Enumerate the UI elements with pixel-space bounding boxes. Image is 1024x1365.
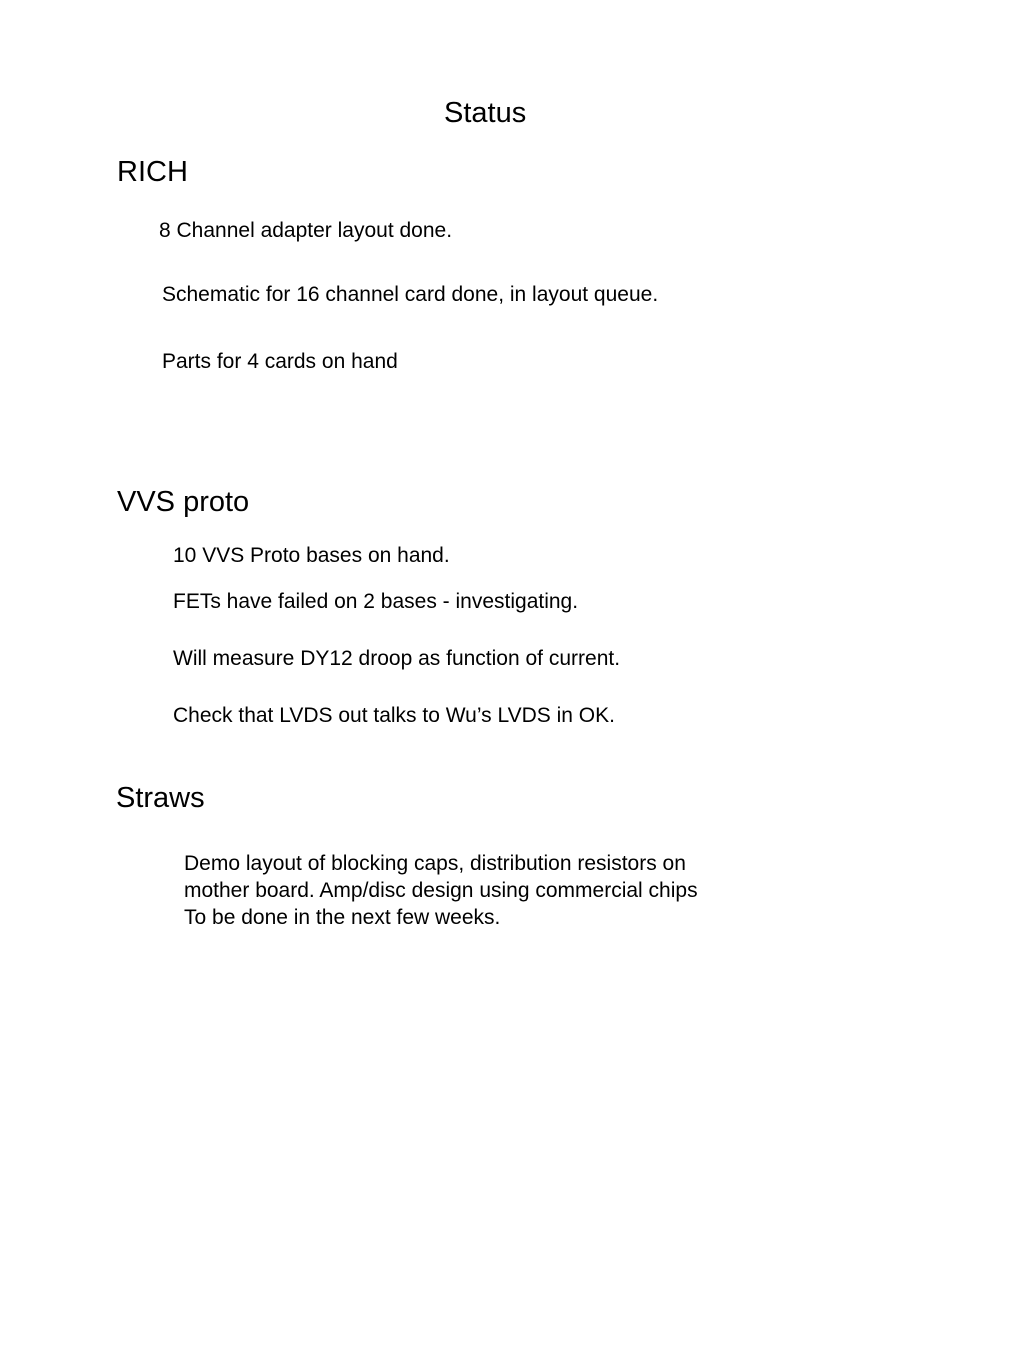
rich-item-2: Schematic for 16 channel card done, in layout queue. <box>162 283 659 306</box>
vvs-item-1: 10 VVS Proto bases on hand. <box>173 544 450 567</box>
rich-item-1: 8 Channel adapter layout done. <box>159 219 453 242</box>
vvs-item-4: Check that LVDS out talks to Wu’s LVDS in OK. <box>173 704 615 727</box>
straws-line-3: To be done in the next few weeks. <box>184 906 501 929</box>
straws-paragraph <box>184 850 698 931</box>
section-heading-straws: Straws <box>116 782 205 814</box>
section-heading-vvs-proto: VVS proto <box>117 486 250 518</box>
straws-line-2: mother board. Amp/disc design using commercial chips <box>184 879 698 902</box>
vvs-item-2: FETs have failed on 2 bases - investigating. <box>173 590 579 613</box>
straws-line-1: Demo layout of blocking caps, distribution resistors on <box>184 852 686 875</box>
rich-item-3: Parts for 4 cards on hand <box>162 350 398 373</box>
vvs-item-3: Will measure DY12 droop as function of current. <box>173 647 621 670</box>
section-heading-rich: RICH <box>117 156 188 188</box>
page-title: Status <box>444 97 527 129</box>
